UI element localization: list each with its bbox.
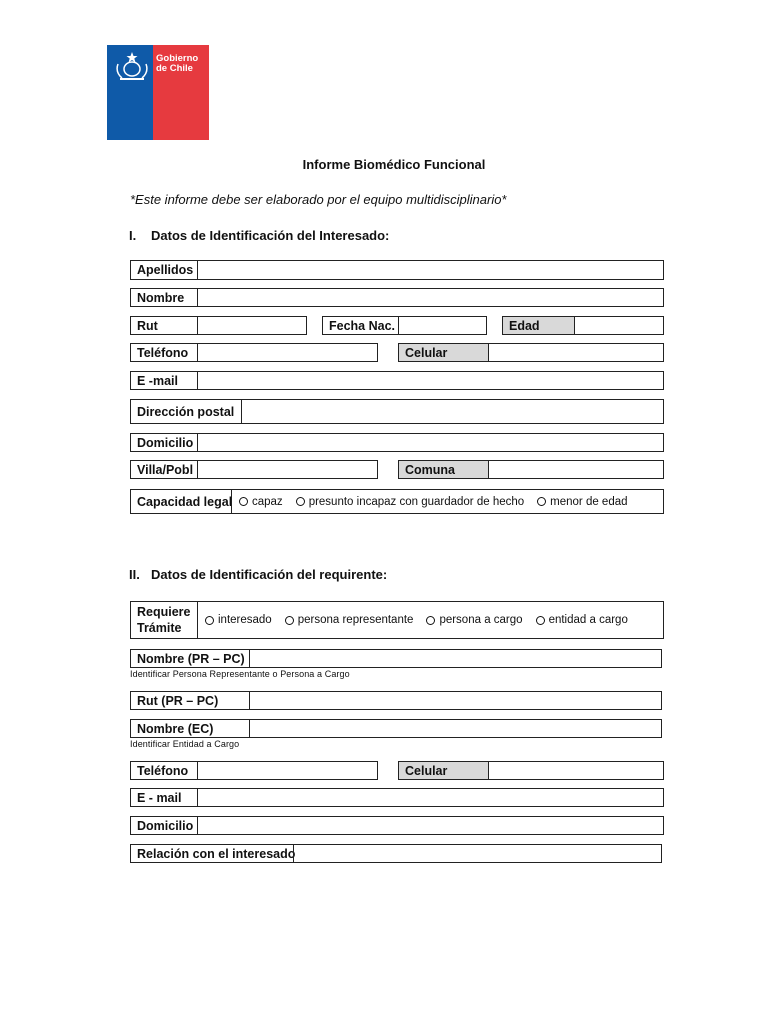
gobierno-de-chile-logo: [107, 45, 209, 140]
document-title: Informe Biomédico Funcional: [302, 157, 486, 172]
nombre-ec-field[interactable]: [249, 719, 662, 738]
rut-label: Rut: [130, 316, 198, 335]
radio-icon: [239, 497, 248, 506]
celular-field[interactable]: [488, 343, 664, 362]
capacidad-legal-options: [239, 489, 641, 514]
coat-of-arms-icon: [112, 50, 152, 82]
apellidos-field[interactable]: [197, 260, 664, 280]
tramite-option-label: entidad a cargo: [548, 614, 628, 626]
comuna-field[interactable]: [488, 460, 664, 479]
tramite-option-label: persona representante: [297, 614, 414, 626]
nombre-pr-pc-field[interactable]: [249, 649, 662, 668]
nombre-pr-pc-label: Nombre (PR – PC): [130, 649, 250, 668]
direccion-postal-field[interactable]: [241, 399, 664, 424]
relacion-interesado-label: Relación con el interesado: [130, 844, 294, 863]
section-1-title: Datos de Identificación del Interesado:: [151, 228, 390, 243]
capacidad-option-label: presunto incapaz con guardador de hecho: [308, 495, 525, 508]
requirente-email-field[interactable]: [197, 788, 664, 807]
nombre-pr-pc-hint: Identificar Persona Representante o Persona a Cargo: [130, 669, 350, 679]
requiere-tramite-line-1: Requiere: [137, 605, 191, 619]
section-1-number: I.: [129, 228, 137, 243]
capacidad-option-presunto-incapaz[interactable]: [296, 496, 524, 508]
tramite-option-persona-representante[interactable]: [285, 614, 414, 626]
rut-pr-pc-field[interactable]: [249, 691, 662, 710]
radio-icon: [537, 497, 546, 506]
section-2-heading: [129, 567, 387, 582]
email-label: E -mail: [130, 371, 198, 390]
telefono-field[interactable]: [197, 343, 378, 362]
requirente-telefono-field[interactable]: [197, 761, 378, 780]
capacidad-option-capaz[interactable]: [239, 496, 283, 508]
fecha-nac-label: Fecha Nac.: [322, 316, 399, 335]
edad-label: Edad: [502, 316, 575, 335]
radio-icon: [536, 616, 545, 625]
edad-field[interactable]: [574, 316, 664, 335]
section-1-heading: [129, 228, 389, 243]
tramite-option-entidad-a-cargo[interactable]: [536, 614, 628, 626]
radio-icon: [205, 616, 214, 625]
email-field[interactable]: [197, 371, 664, 390]
capacidad-option-label: capaz: [252, 495, 283, 508]
nombre-label: Nombre: [130, 288, 198, 307]
domicilio-label: Domicilio: [130, 433, 198, 452]
requirente-email-label: E - mail: [130, 788, 198, 807]
capacidad-option-menor-de-edad[interactable]: [537, 496, 627, 508]
logo-line-1: Gobierno: [156, 53, 199, 64]
villa-pobl-field[interactable]: [197, 460, 378, 479]
nombre-ec-hint: Identificar Entidad a Cargo: [130, 739, 240, 749]
relacion-interesado-field[interactable]: [293, 844, 662, 863]
apellidos-label: Apellidos: [130, 260, 198, 280]
tramite-option-interesado[interactable]: [205, 614, 272, 626]
comuna-label: Comuna: [398, 460, 489, 479]
logo-text: [156, 54, 198, 74]
nombre-field[interactable]: [197, 288, 664, 307]
section-2-title: Datos de Identificación del requirente:: [151, 567, 388, 582]
capacidad-option-label: menor de edad: [550, 495, 628, 508]
requiere-tramite-label: [130, 601, 198, 639]
radio-icon: [426, 616, 435, 625]
tramite-option-label: interesado: [218, 614, 272, 626]
domicilio-field[interactable]: [197, 433, 664, 452]
tramite-option-persona-a-cargo[interactable]: [426, 614, 522, 626]
document-note: *Este informe debe ser elaborado por el equipo multidisciplinario*: [130, 192, 507, 207]
section-2-number: II.: [129, 567, 140, 582]
requirente-domicilio-field[interactable]: [197, 816, 664, 835]
tramite-option-label: persona a cargo: [439, 614, 523, 626]
radio-icon: [285, 616, 294, 625]
celular-label: Celular: [398, 343, 489, 362]
direccion-postal-label: Dirección postal: [130, 399, 242, 424]
requirente-domicilio-label: Domicilio: [130, 816, 198, 835]
tramite-options: [205, 601, 641, 639]
fecha-nac-field[interactable]: [398, 316, 487, 335]
rut-pr-pc-label: Rut (PR – PC): [130, 691, 250, 710]
nombre-ec-label: Nombre (EC): [130, 719, 250, 738]
requirente-celular-field[interactable]: [488, 761, 664, 780]
radio-icon: [296, 497, 305, 506]
requiere-tramite-line-2: Trámite: [137, 621, 182, 635]
rut-field[interactable]: [197, 316, 307, 335]
telefono-label: Teléfono: [130, 343, 198, 362]
requirente-celular-label: Celular: [398, 761, 489, 780]
capacidad-legal-label: Capacidad legal: [130, 489, 232, 514]
requirente-telefono-label: Teléfono: [130, 761, 198, 780]
villa-pobl-label: Villa/Pobl: [130, 460, 198, 479]
logo-line-2: de Chile: [156, 63, 193, 74]
